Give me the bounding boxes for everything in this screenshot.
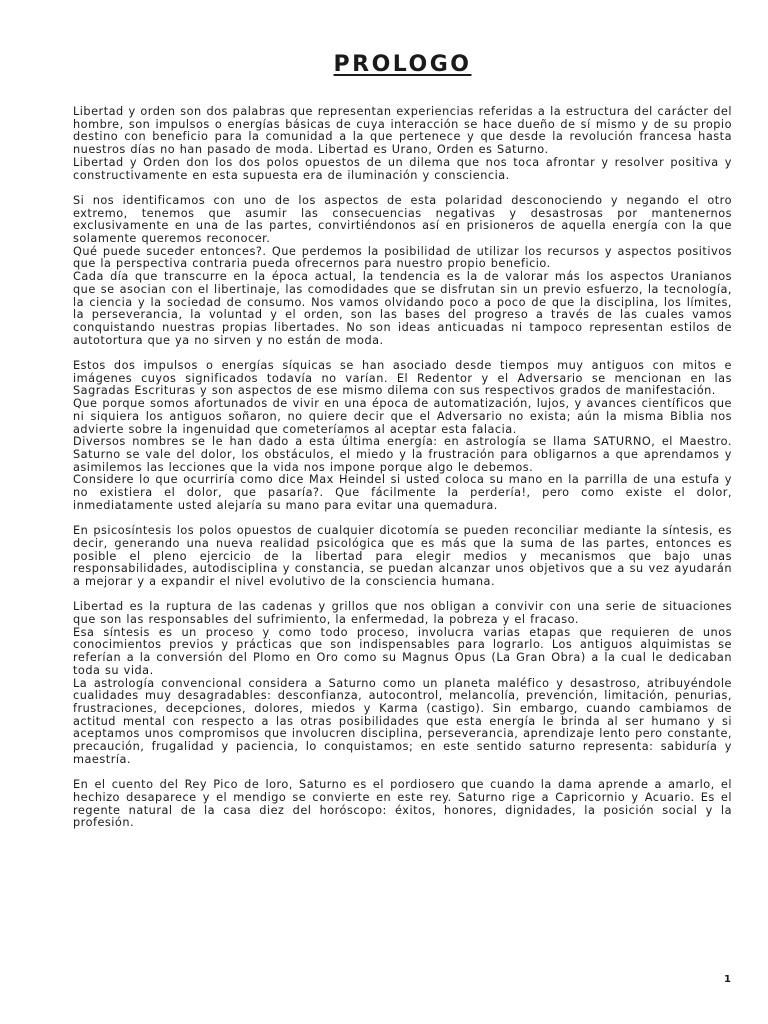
paragraph: Considere lo que ocurriría como dice Max Heindel si usted coloca su mano en la parrilla de una estufa y no existiera el dolor, que pasaría?. Que fácilmente la perdería!, pero como existe el dolor, inmediatamente usted alejaría su mano para evitar una quemadura.	[73, 473, 732, 512]
paragraph: Libertad y orden son dos palabras que representan experiencias referidas a la estructura del carácter del hombre, son impulsos o energías básicas de cuya interacción se hace dueño de sí mismo y de su propio destino con beneficio para la comunidad a la que pertenece y que desde la revolución francesa hasta nuestros días no han pasado de moda. Libertad es Urano, Orden es Saturno.	[73, 105, 732, 157]
paragraph-gap	[73, 182, 732, 195]
paragraph: Libertad es la ruptura de las cadenas y grillos que nos obligan a convivir con una serie de situaciones que son las responsables del sufrimiento, la enfermedad, la pobreza y el fracaso.	[73, 600, 732, 627]
paragraph: La astrología convencional considera a Saturno como un planeta maléfico y desastroso, atribuyéndole cualidades muy desagradables: desconfianza, autocontrol, melancolía, prevención, limitación, penurias, frustraciones, decepciones, dolores, miedos y Karma (castigo). Sin embargo, cuando cambiamos de actitud mental con respecto a las otras posibilidades que esta energía le brinda al ser humano y si aceptamos unos compromisos que involucren disciplina, perseverancia, aprendizaje lento pero constante, precaución, frugalidad y paciencia, lo conquistamos; en este sentido saturno representa: sabiduría y maestría.	[73, 676, 732, 766]
paragraph: Cada día que transcurre en la época actual, la tendencia es la de valorar más los aspectos Uranianos que se asocian con el libertinaje, las comodidades que se disfrutan sin un previo esfuerzo, la tecnología, la ciencia y la sociedad de consumo. Nos vamos olvidando poco a poco de que la disciplina, los límites, la perseverancia, la voluntad y el orden, son las bases del progreso a través de las cuales vamos conquistando nuestras propias libertades. No son ideas anticuadas ni tampoco representan estilos de autotortura que ya no sirven y no están de moda.	[73, 270, 732, 347]
paragraph: Si nos identificamos con uno de los aspectos de esta polaridad desconociendo y negando el otro extremo, tenemos que asumir las consecuencias negativas y desastrosas por mantenernos exclusivamente en una de las partes, convirtiéndonos así en prisioneros de aquella energía con la que solamente queremos reconocer.	[73, 193, 732, 246]
document-page	[73, 52, 732, 830]
page-number: 1	[724, 974, 731, 985]
paragraph: Estos dos impulsos o energías síquicas se han asociado desde tiempos muy antiguos con mitos e imágenes cuyos significados todavía no varían. El Redentor y el Adversario se mencionan en las Sagradas Escrituras y son aspectos de ese mismo dilema con sus respectivos grados de manifestación.	[73, 359, 732, 398]
section-4	[73, 525, 732, 589]
section-3	[73, 360, 732, 512]
section-6	[73, 779, 732, 830]
paragraph: En el cuento del Rey Pico de loro, Saturno es el pordiosero que cuando la dama aprende a amarlo, el hechizo desaparece y el mendigo se convierte en este rey. Saturno rige a Capricornio y Acuario. Es el regente natural de la casa diez del horóscopo: éxitos, honores, dignidades, la posición social y la profesión.	[73, 778, 732, 830]
paragraph: Diversos nombres se le han dado a esta última energía: en astrología se llama SATURNO, el Maestro. Saturno se vale del dolor, los obstáculos, el miedo y la frustración para obligarnos a que aprendamos y asimilemos las lecciones que la vida nos impone porque algo le debemos.	[73, 435, 732, 474]
paragraph: Que porque somos afortunados de vivir en una época de automatización, lujos, y avances científicos que ni siquiera los antiguos soñaron, no quiere decir que el Adversario no exista; aún la misma Biblia nos advierte sobre la ingenuidad que cometeríamos al aceptar esta falacia.	[73, 397, 732, 436]
paragraph: En psicosíntesis los polos opuestos de cualquier dicotomía se pueden reconciliar mediante la síntesis, es decir, generando una nueva realidad psicológica que es más que la suma de las partes, entonces es posible el pleno ejercicio de la libertad para elegir medios y mecanismos que bajo unas responsabilidades, autodisciplina y constancia, se puedan alcanzar unos objetivos que a su vez ayudarán a mejorar y a expandir el nivel evolutivo de la consciencia humana.	[73, 524, 732, 588]
paragraph: Qué puede suceder entonces?. Que perdemos la posibilidad de utilizar los recursos y aspectos positivos que la perspectiva contraria pueda ofrecernos para nuestro propio beneficio.	[73, 244, 732, 271]
page-title: PROLOGO	[333, 52, 472, 77]
section-1	[73, 106, 732, 182]
paragraph: Esa síntesis es un proceso y como todo proceso, involucra varias etapas que requieren de unos conocimientos previos y prácticas que son indispensables para lograrlo. Los antiguos alquimistas se referían a la conversión del Plomo en Oro como su Magnus Opus (La Gran Obra) a la cual le dedicaban toda su vida.	[73, 625, 732, 677]
section-2	[73, 195, 732, 347]
paragraph: Libertad y Orden don los dos polos opuestos de un dilema que nos toca afrontar y resolver positiva y constructivamente en esta supuesta era de iluminación y consciencia.	[73, 155, 732, 182]
section-5	[73, 601, 732, 766]
